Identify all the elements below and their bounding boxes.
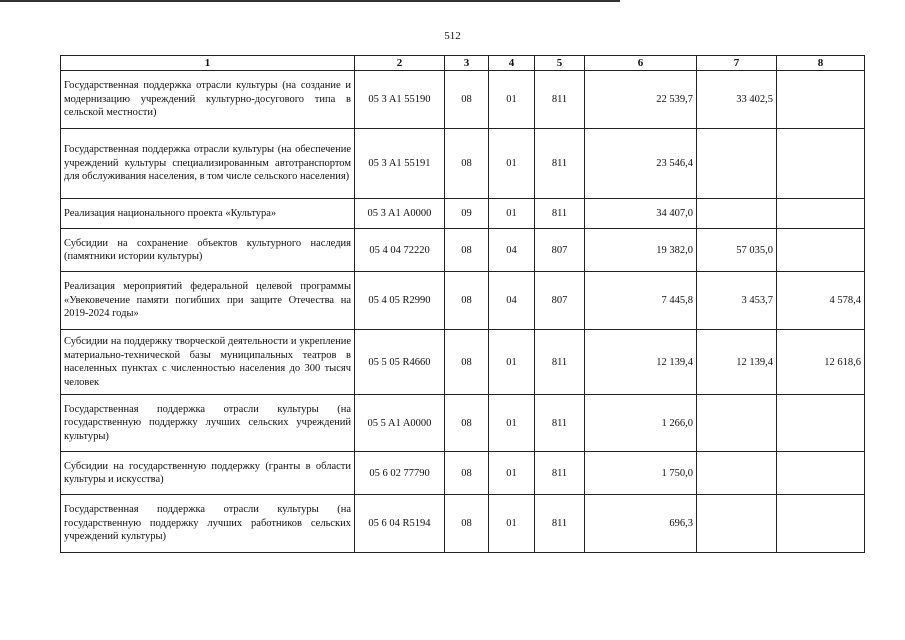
row-cell: 08 <box>445 395 489 452</box>
row-value: 57 035,0 <box>697 229 777 272</box>
row-value: 12 139,4 <box>585 330 697 395</box>
row-cell: 811 <box>535 330 585 395</box>
row-description: Государственная поддержка отрасли культуры (на государственную поддержку лучших сельских учреждений культуры) <box>61 395 355 452</box>
row-cell: 01 <box>489 395 535 452</box>
table-header-row <box>61 56 865 71</box>
row-code: 05 6 04 R5194 <box>355 495 445 553</box>
table-row <box>61 395 865 452</box>
row-cell: 04 <box>489 229 535 272</box>
row-code: 05 4 04 72220 <box>355 229 445 272</box>
row-code: 05 3 A1 55191 <box>355 129 445 199</box>
column-header: 1 <box>61 56 355 71</box>
row-value: 1 266,0 <box>585 395 697 452</box>
row-cell: 01 <box>489 199 535 229</box>
row-description: Государственная поддержка отрасли культуры (на создание и модернизацию учреждений культурно-досугового типа в сельской местности) <box>61 71 355 129</box>
row-value <box>777 199 865 229</box>
row-cell: 811 <box>535 452 585 495</box>
row-cell: 01 <box>489 330 535 395</box>
row-value: 34 407,0 <box>585 199 697 229</box>
row-cell: 08 <box>445 330 489 395</box>
row-value: 23 546,4 <box>585 129 697 199</box>
column-header: 2 <box>355 56 445 71</box>
table-row <box>61 452 865 495</box>
table-row <box>61 272 865 330</box>
row-value <box>777 71 865 129</box>
row-value <box>777 395 865 452</box>
row-value: 12 618,6 <box>777 330 865 395</box>
column-header: 4 <box>489 56 535 71</box>
row-value: 696,3 <box>585 495 697 553</box>
row-value: 12 139,4 <box>697 330 777 395</box>
row-cell: 01 <box>489 129 535 199</box>
row-value: 3 453,7 <box>697 272 777 330</box>
row-description: Субсидии на поддержку творческой деятельности и укрепление материально-технической базы муниципальных театров в населенных пунктах с численностью населения до 300 тысяч человек <box>61 330 355 395</box>
row-code: 05 4 05 R2990 <box>355 272 445 330</box>
row-value: 33 402,5 <box>697 71 777 129</box>
row-cell: 01 <box>489 495 535 553</box>
table-row <box>61 229 865 272</box>
row-cell: 807 <box>535 272 585 330</box>
row-cell: 08 <box>445 229 489 272</box>
row-description: Субсидии на государственную поддержку (гранты в области культуры и искусства) <box>61 452 355 495</box>
scan-top-border <box>0 0 620 2</box>
row-cell: 01 <box>489 452 535 495</box>
table-row <box>61 495 865 553</box>
row-cell: 807 <box>535 229 585 272</box>
row-value <box>777 452 865 495</box>
row-value <box>697 199 777 229</box>
row-value: 1 750,0 <box>585 452 697 495</box>
row-value <box>697 452 777 495</box>
row-value: 22 539,7 <box>585 71 697 129</box>
row-value <box>697 129 777 199</box>
row-cell: 08 <box>445 495 489 553</box>
row-cell: 811 <box>535 495 585 553</box>
row-cell: 811 <box>535 199 585 229</box>
row-description: Государственная поддержка отрасли культуры (на обеспечение учреждений культуры специализированным автотранспортом для обслуживания населения, в том числе сельского населения) <box>61 129 355 199</box>
page-number: 512 <box>444 30 461 42</box>
row-value <box>777 229 865 272</box>
row-value: 4 578,4 <box>777 272 865 330</box>
row-cell: 811 <box>535 71 585 129</box>
column-header: 3 <box>445 56 489 71</box>
table-row <box>61 199 865 229</box>
column-header: 8 <box>777 56 865 71</box>
row-cell: 08 <box>445 272 489 330</box>
row-cell: 01 <box>489 71 535 129</box>
row-value <box>697 495 777 553</box>
row-cell: 08 <box>445 129 489 199</box>
row-value: 19 382,0 <box>585 229 697 272</box>
row-code: 05 3 A1 55190 <box>355 71 445 129</box>
table-row <box>61 129 865 199</box>
row-description: Реализация национального проекта «Культура» <box>61 199 355 229</box>
row-cell: 811 <box>535 129 585 199</box>
row-cell: 08 <box>445 71 489 129</box>
row-code: 05 5 05 R4660 <box>355 330 445 395</box>
table-row <box>61 71 865 129</box>
row-code: 05 3 A1 A0000 <box>355 199 445 229</box>
row-value: 7 445,8 <box>585 272 697 330</box>
row-cell: 09 <box>445 199 489 229</box>
column-header: 7 <box>697 56 777 71</box>
column-header: 5 <box>535 56 585 71</box>
row-value <box>697 395 777 452</box>
row-description: Государственная поддержка отрасли культуры (на государственную поддержку лучших работников сельских учреждений культуры) <box>61 495 355 553</box>
row-description: Субсидии на сохранение объектов культурного наследия (памятники истории культуры) <box>61 229 355 272</box>
row-cell: 811 <box>535 395 585 452</box>
row-cell: 08 <box>445 452 489 495</box>
table-row <box>61 330 865 395</box>
row-value <box>777 495 865 553</box>
row-value <box>777 129 865 199</box>
row-cell: 04 <box>489 272 535 330</box>
row-code: 05 5 A1 A0000 <box>355 395 445 452</box>
column-header: 6 <box>585 56 697 71</box>
budget-table <box>60 55 865 553</box>
row-description: Реализация мероприятий федеральной целевой программы «Увековечение памяти погибших при защите Отечества на 2019-2024 годы» <box>61 272 355 330</box>
row-code: 05 6 02 77790 <box>355 452 445 495</box>
